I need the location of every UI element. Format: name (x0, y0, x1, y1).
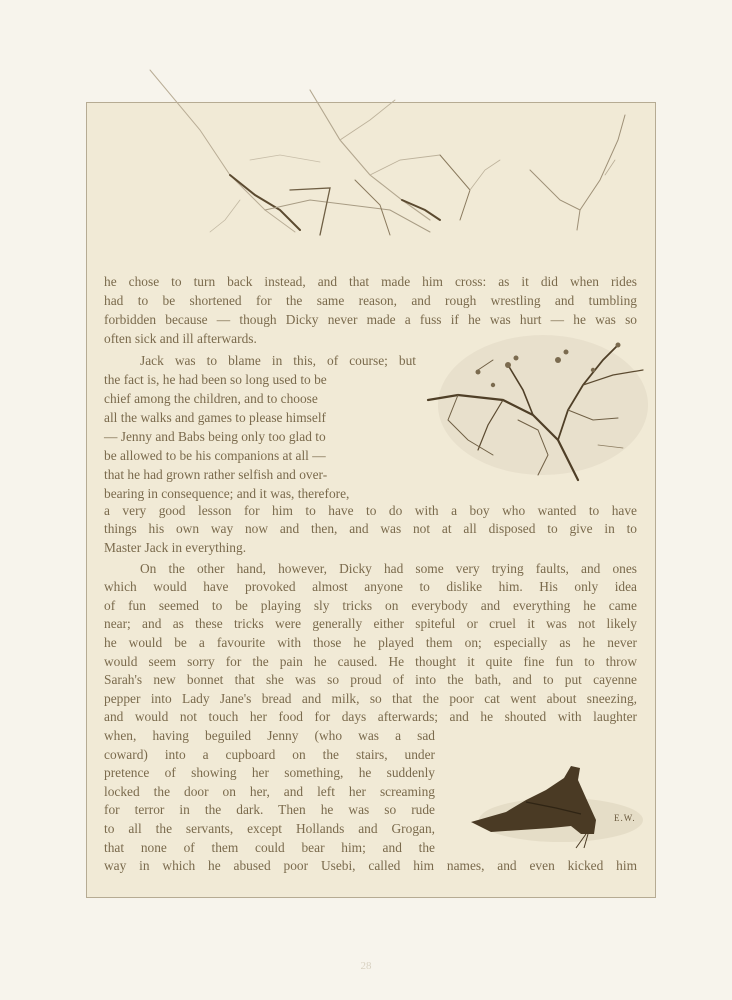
text-line: often sick and ill afterwards. (104, 331, 257, 346)
text-line: Jack was to blame in this, of course; but (140, 353, 416, 368)
text-line: had to be shortened for the same reason, and rough wrestling and tumbling (104, 293, 637, 308)
text-line: pepper into Lady Jane's bread and milk, so that the poor cat went about sneezing, (104, 691, 637, 706)
text-line: to all the servants, except Hollands and Grogan, (104, 821, 435, 836)
text-line: for terror in the dark. Then he was so rude (104, 802, 435, 817)
page-number: 28 (360, 960, 372, 972)
text-line: of fun seemed to be playing sly tricks on everybody and everything he came (104, 598, 637, 613)
text-line: which would have provoked almost anyone to dislike him. His only idea (104, 579, 637, 594)
text-line: when, having beguiled Jenny (who was a sad (104, 728, 435, 743)
text-line: near; and as these tricks were generally either spiteful or cruel it was not likely (104, 616, 637, 631)
artist-signature: E.W. (614, 813, 636, 823)
text-line: things his own way now and then, and was not at all disposed to give in to (104, 521, 637, 536)
branch-illustration-middle (418, 330, 658, 490)
text-line: and would not touch her food for days afterwards; and he shouted with laughter (104, 709, 637, 724)
text-line: way in which he abused poor Usebi, called him names, and even kicked him (104, 858, 637, 873)
branch-illustration-top (140, 60, 640, 250)
text-line: Sarah's new bonnet that she was so proud of into the bath, and to put cayenne (104, 672, 637, 687)
bird-illustration (466, 752, 646, 852)
text-line: bearing in consequence; and it was, therefore, (104, 486, 350, 501)
text-line: that none of them could bear him; and the (104, 840, 435, 855)
text-line: a very good lesson for him to have to do with a boy who wanted to have (104, 503, 637, 518)
text-line: — Jenny and Babs being only too glad to (104, 429, 326, 444)
text-line: he would be a favourite with those he played them on; especially as he never (104, 635, 637, 650)
text-line: be allowed to be his companions at all — (104, 448, 326, 463)
text-line: pretence of showing her something, he suddenly (104, 765, 435, 780)
text-line: all the walks and games to please himself (104, 410, 326, 425)
text-line: coward) into a cupboard on the stairs, under (104, 747, 435, 762)
text-line: that he had grown rather selfish and over- (104, 467, 328, 482)
text-line: locked the door on her, and left her screaming (104, 784, 435, 799)
text-line: chief among the children, and to choose (104, 391, 318, 406)
text-line: the fact is, he had been so long used to be (104, 372, 327, 387)
text-line: he chose to turn back instead, and that made him cross: as it did when rides (104, 274, 637, 289)
text-line: Master Jack in everything. (104, 540, 247, 555)
text-line: On the other hand, however, Dicky had some very trying faults, and ones (140, 561, 637, 576)
text-line: would seem sorry for the pain he caused. He thought it quite fine fun to throw (104, 654, 637, 669)
text-line: forbidden because — though Dicky never made a fuss if he was hurt — he was so (104, 312, 637, 327)
